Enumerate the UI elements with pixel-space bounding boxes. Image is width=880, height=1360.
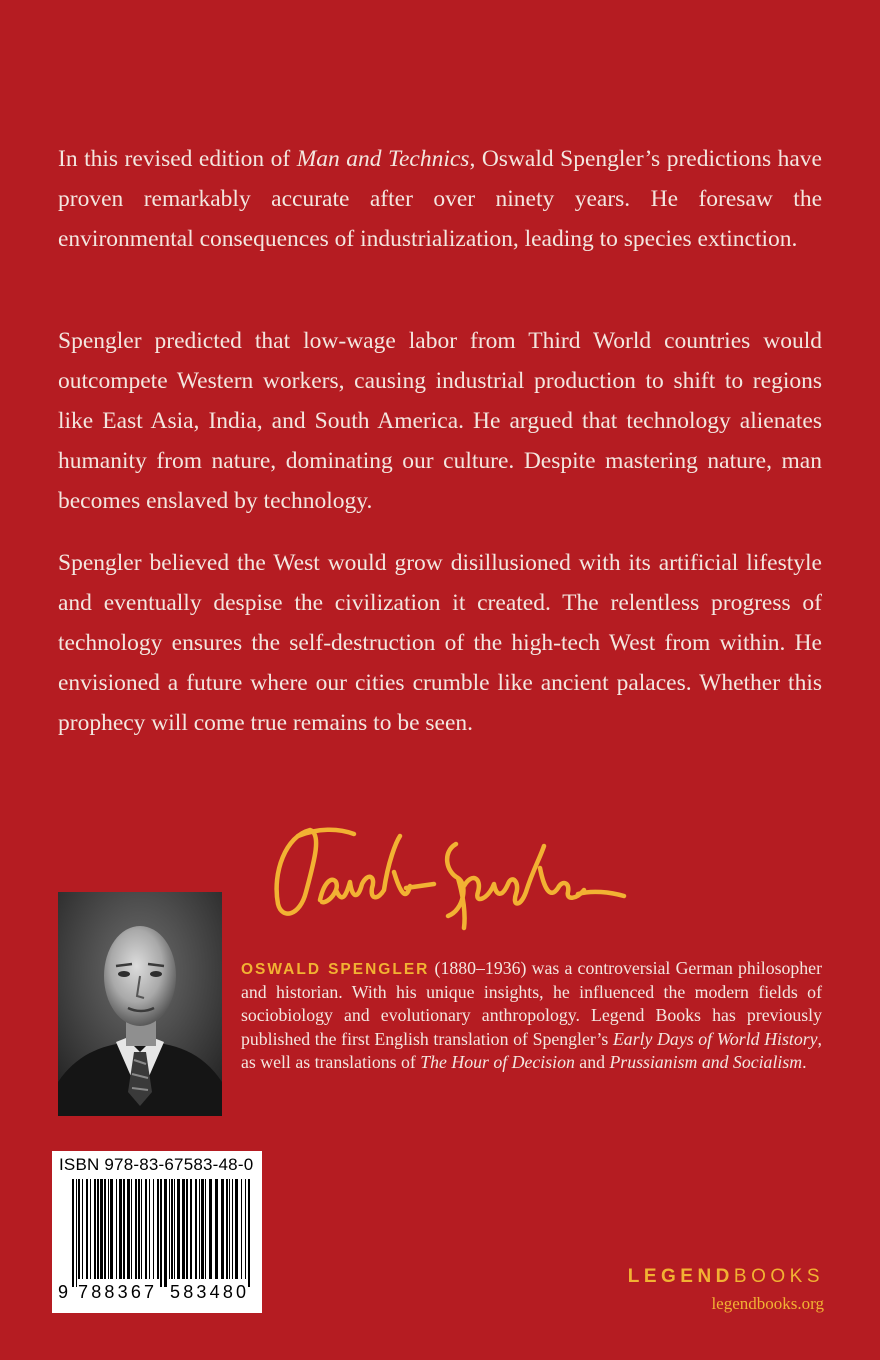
bio-text: .	[802, 1051, 807, 1072]
barcode-bar	[116, 1179, 117, 1279]
barcode-bar	[119, 1179, 122, 1279]
barcode-bar	[232, 1179, 233, 1279]
barcode-bar	[235, 1179, 238, 1279]
barcode-bar	[90, 1179, 91, 1279]
publisher-logo	[628, 1266, 824, 1288]
barcode-bar	[108, 1179, 109, 1279]
barcode-group-1: 788367	[78, 1282, 158, 1302]
barcode-bar	[149, 1179, 150, 1279]
blurb-text: In this revised edition of	[58, 146, 297, 172]
barcode-bar	[201, 1179, 204, 1279]
barcode-bar	[186, 1179, 188, 1279]
barcode-bar	[174, 1179, 175, 1279]
barcode-bar	[229, 1179, 230, 1279]
barcode-bar	[177, 1179, 180, 1279]
barcode-bar	[145, 1179, 147, 1279]
barcode-bar	[104, 1179, 106, 1279]
barcode-bar	[86, 1179, 88, 1279]
book-title: Man and Technics	[296, 146, 470, 172]
book-title: Prussianism and Socialism	[609, 1051, 803, 1072]
barcode-bar	[157, 1179, 159, 1279]
barcode-bar	[110, 1179, 113, 1279]
barcode-bar	[226, 1179, 228, 1279]
barcode-bar	[190, 1179, 192, 1279]
barcode-bar	[153, 1179, 154, 1279]
barcode-bar	[127, 1179, 130, 1279]
bio-text: and	[574, 1051, 610, 1072]
author-name: OSWALD SPENGLER	[241, 961, 430, 978]
barcode-lead-digit: 9	[58, 1282, 69, 1302]
barcode-bar	[199, 1179, 200, 1279]
barcode-bar	[131, 1179, 132, 1279]
barcode-bar	[141, 1179, 142, 1279]
barcode-bar	[245, 1179, 246, 1279]
publisher-website: legendbooks.org	[711, 1294, 824, 1313]
blurb-paragraph-1	[58, 139, 822, 259]
barcode-bar	[123, 1179, 125, 1279]
barcode-bar	[97, 1179, 99, 1279]
book-title: Early Days of World History	[612, 1028, 818, 1049]
signature-image	[258, 812, 638, 932]
barcode-bar	[248, 1179, 250, 1287]
barcode-bar	[82, 1179, 83, 1279]
blurb-paragraph-3: Spengler believed the West would grow disillusioned with its artificial lifestyle and eventually despise the civilization it created. The relentless progress of technology ensures the self-destruction of the high-tech West from within. He envisioned a future where our cities crumble like ancient palaces. Whether this prophecy will come true remains to be seen.	[58, 550, 822, 736]
publisher-logo-light: BOOKS	[733, 1266, 824, 1287]
bio-text: (1880–1936) was a controversial German philosopher and historian. With his unique insights, he influenced the modern fields of sociobiology and evolutionary anthropology. Legend Books has previously published the first English translation of Spengler’s	[241, 958, 822, 1049]
author-portrait	[58, 892, 222, 1116]
barcode-bar	[221, 1179, 224, 1279]
barcode-bar	[171, 1179, 173, 1279]
blurb-paragraph-2: Spengler predicted that low-wage labor from Third World countries would outcompete Western workers, causing industrial production to shift to regions like East Asia, India, and South America. He argued that technology alienates humanity from nature, dominating our culture. Despite mastering nature, man becomes enslaved by technology.	[58, 328, 822, 514]
barcode-bar	[76, 1179, 77, 1287]
bio-text: , as well as translations of	[241, 1028, 822, 1072]
barcode-bar	[160, 1179, 162, 1287]
publisher-logo-bold: LEGEND	[627, 1266, 734, 1287]
barcode-bar	[169, 1179, 170, 1279]
barcode-bar	[182, 1179, 185, 1279]
barcode-bar	[209, 1179, 212, 1279]
isbn-barcode	[52, 1151, 262, 1313]
barcode-bar	[164, 1179, 167, 1287]
barcode-bar	[241, 1179, 242, 1279]
book-title: The Hour of Decision	[420, 1051, 575, 1072]
blurb-text: , Oswald Spengler’s predictions have proven remarkably accurate after over ninety years. He foresaw the environmental consequences of industrialization, leading to species extinction.	[58, 146, 822, 252]
isbn-label: ISBN 978-83-67583-48-0	[59, 1155, 254, 1174]
barcode-bar	[72, 1179, 74, 1287]
barcode-group-2: 583480	[170, 1282, 250, 1302]
barcode-bar	[94, 1179, 96, 1279]
barcode-bar	[138, 1179, 140, 1279]
barcode-bar	[205, 1179, 206, 1279]
author-bio	[241, 957, 822, 1074]
barcode-bar	[195, 1179, 197, 1279]
barcode-bar	[215, 1179, 218, 1279]
barcode-bar	[100, 1179, 103, 1279]
barcode-bar	[135, 1179, 137, 1279]
barcode-bar	[78, 1179, 80, 1279]
